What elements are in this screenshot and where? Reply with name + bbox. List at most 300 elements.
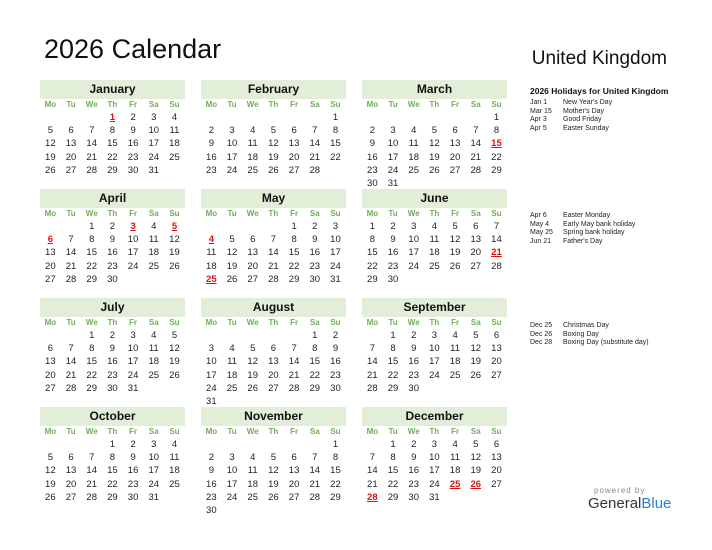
day-cell: 27 [268,382,279,394]
weekday-label: Su [330,427,341,436]
empty-cell [445,111,466,124]
empty-cell [201,220,222,233]
day-cell: 14 [86,138,97,150]
day-cell: 20 [491,465,502,477]
weekday-label: We [85,427,98,436]
holiday-row [530,116,612,125]
day-cell: 12 [268,465,279,477]
day-cell: 16 [330,356,341,368]
day-cell: 23 [408,478,419,490]
holiday-day-cell: 5 [171,221,178,232]
month-grid [362,99,507,190]
day-cell: 7 [312,125,318,137]
month-grid [201,317,346,408]
day-cell: 26 [470,369,482,381]
weekday-label: Mo [366,318,379,327]
day-cell: 19 [247,369,258,381]
empty-cell [263,329,284,342]
month-grid [40,426,185,504]
empty-cell [242,438,263,451]
weekday-label: We [85,318,98,327]
day-cell: 17 [226,478,238,490]
weekday-label: Th [107,318,118,327]
day-cell: 12 [226,247,238,259]
holiday-name: Easter Sunday [563,124,609,132]
day-cell: 21 [86,478,97,490]
day-cell: 5 [270,125,277,137]
day-cell: 28 [268,273,279,285]
day-cell: 4 [411,125,417,137]
weekday-label: Sa [470,100,481,109]
day-cell: 19 [449,247,461,259]
day-cell: 7 [270,234,277,246]
month-header: July [40,298,185,317]
day-cell: 9 [208,138,214,150]
day-cell: 29 [387,491,399,503]
day-cell: 18 [449,465,461,477]
day-cell: 12 [45,138,56,150]
day-cell: 20 [470,247,482,259]
holiday-date: May 25 [530,229,553,236]
day-cell: 2 [208,452,214,464]
weekday-label: Fr [451,100,460,109]
day-cell: 22 [107,151,118,163]
day-cell: 23 [127,478,139,490]
day-cell: 5 [473,439,479,450]
month-march [362,80,507,190]
day-cell: 18 [169,138,180,150]
weekday-label: Fr [451,427,460,436]
weekday-label: Mo [366,100,379,109]
day-cell: 24 [330,260,341,272]
day-cell: 30 [309,273,321,285]
day-cell: 18 [206,260,217,272]
empty-cell [222,220,243,233]
weekday-label: We [85,100,98,109]
weekday-label: Mo [366,209,379,218]
day-cell: 31 [429,491,440,503]
day-cell: 10 [148,452,160,464]
month-header: August [201,298,346,317]
day-cell: 19 [268,478,279,490]
month-header: December [362,407,507,426]
day-cell: 6 [250,234,256,246]
day-cell: 30 [408,491,419,503]
day-cell: 9 [332,343,339,355]
weekday-label: Su [169,100,180,109]
day-cell: 22 [330,478,341,490]
day-cell: 7 [369,452,375,464]
day-cell: 24 [429,369,440,381]
day-cell: 21 [65,260,77,272]
empty-cell [40,111,61,124]
day-cell: 2 [369,125,375,137]
day-cell: 8 [89,234,95,246]
day-cell: 9 [312,234,318,246]
day-cell: 15 [387,356,399,368]
day-cell: 31 [148,164,160,176]
empty-cell [40,220,61,233]
day-cell: 3 [130,330,136,341]
weekday-label: Tu [66,100,76,109]
day-cell: 8 [109,452,116,464]
empty-cell [222,329,243,342]
day-cell: 8 [89,343,95,355]
weekday-label: We [246,209,259,218]
holiday-list [530,99,612,133]
weekday-label: Sa [148,318,159,327]
day-cell: 26 [268,491,279,503]
day-cell: 7 [68,234,74,246]
weekday-label: Tu [388,209,398,218]
day-cell: 7 [68,343,74,355]
day-cell: 28 [491,260,502,272]
day-cell: 21 [268,260,279,272]
weekday-label: Th [429,209,440,218]
day-cell: 2 [332,330,339,341]
day-cell: 14 [288,356,300,368]
day-cell: 15 [367,247,378,259]
day-cell: 14 [470,138,482,150]
month-grid [40,208,185,286]
day-cell: 11 [227,356,237,368]
month-header: February [201,80,346,99]
day-cell: 23 [107,369,118,381]
day-cell: 20 [491,356,502,368]
weekday-label: Mo [44,209,57,218]
day-cell: 25 [429,260,440,272]
day-cell: 3 [151,112,157,123]
day-cell: 28 [86,491,97,503]
day-cell: 15 [309,356,321,368]
country-label: United Kingdom [531,48,667,69]
day-cell: 4 [452,439,458,450]
day-cell: 31 [206,395,217,407]
day-cell: 26 [45,164,56,176]
day-cell: 10 [127,234,139,246]
holiday-day-cell: 28 [367,491,378,503]
day-cell: 21 [288,369,300,381]
weekday-label: Su [330,318,341,327]
day-cell: 16 [206,151,217,163]
day-cell: 13 [45,356,56,368]
empty-cell [263,438,284,451]
day-cell: 14 [65,356,77,368]
day-cell: 19 [45,478,56,490]
day-cell: 23 [127,151,139,163]
day-cell: 28 [86,164,97,176]
day-cell: 14 [491,234,502,246]
day-cell: 27 [45,382,56,394]
day-cell: 17 [429,465,440,477]
empty-cell [242,220,263,233]
day-cell: 26 [449,260,461,272]
day-cell: 28 [309,164,321,176]
weekday-label: Tu [66,318,76,327]
month-grid [362,208,507,286]
weekday-label: Th [268,209,279,218]
day-cell: 1 [312,330,318,341]
weekday-label: Su [330,209,341,218]
day-cell: 26 [247,382,258,394]
day-cell: 24 [127,369,139,381]
day-cell: 6 [493,439,500,450]
holiday-date: Apr 6 [530,212,547,219]
day-cell: 11 [408,138,419,150]
month-grid [40,317,185,395]
day-cell: 18 [429,247,440,259]
day-cell: 21 [65,369,77,381]
day-cell: 3 [431,330,438,341]
holiday-day-cell: 25 [206,273,217,285]
day-cell: 18 [169,465,180,477]
day-cell: 17 [148,465,160,477]
day-cell: 30 [387,273,399,285]
day-cell: 2 [109,330,116,341]
month-header: September [362,298,507,317]
holiday-list [530,212,635,246]
weekday-label: We [407,427,420,436]
day-cell: 9 [411,343,417,355]
holiday-row [530,212,635,221]
day-cell: 3 [332,221,339,232]
weekday-label: Fr [290,209,299,218]
weekday-label: Fr [129,318,138,327]
month-april [40,189,185,286]
day-cell: 14 [367,465,378,477]
day-cell: 8 [369,234,375,246]
weekday-label: Mo [205,209,218,218]
weekday-label: Th [107,427,118,436]
day-cell: 27 [491,478,502,490]
day-cell: 27 [470,260,482,272]
day-cell: 29 [86,273,97,285]
day-cell: 26 [268,164,279,176]
day-cell: 29 [387,382,399,394]
day-cell: 8 [332,452,339,464]
day-cell: 5 [47,452,53,464]
empty-cell [465,111,486,124]
day-cell: 1 [332,439,339,450]
day-cell: 9 [130,125,136,137]
day-cell: 30 [206,504,217,516]
day-cell: 26 [169,260,180,272]
weekday-label: Th [429,427,440,436]
day-cell: 16 [107,356,118,368]
month-header: January [40,80,185,99]
month-may [201,189,346,286]
day-cell: 12 [429,138,440,150]
day-cell: 7 [473,125,479,137]
weekday-label: We [246,318,259,327]
weekday-label: Su [491,100,502,109]
day-cell: 9 [109,234,116,246]
holiday-date: Apr 3 [530,116,547,123]
day-cell: 9 [208,465,214,477]
empty-cell [81,438,102,451]
day-cell: 15 [107,465,118,477]
empty-cell [304,438,325,451]
holiday-name: Christmas Day [563,322,609,329]
day-cell: 19 [169,247,180,259]
month-grid [201,426,346,517]
day-cell: 30 [408,382,419,394]
day-cell: 13 [45,247,56,259]
weekday-label: Fr [129,427,138,436]
day-cell: 12 [45,465,56,477]
day-cell: 11 [450,452,461,464]
holiday-day-cell: 6 [47,234,53,246]
day-cell: 29 [330,491,341,503]
day-cell: 7 [312,452,318,464]
day-cell: 22 [288,260,300,272]
weekday-label: Th [429,100,440,109]
day-cell: 16 [309,247,321,259]
empty-cell [242,111,263,124]
day-cell: 17 [387,151,399,163]
day-cell: 14 [268,247,279,259]
weekday-label: Mo [366,427,379,436]
day-cell: 11 [148,234,159,246]
day-cell: 10 [226,465,238,477]
holiday-name: Father's Day [563,237,603,245]
weekday-label: Th [107,100,118,109]
day-cell: 6 [68,452,74,464]
day-cell: 20 [288,151,300,163]
day-cell: 27 [491,369,502,381]
empty-cell [383,111,404,124]
day-cell: 30 [330,382,341,394]
weekday-label: Mo [44,100,57,109]
day-cell: 18 [408,151,419,163]
day-cell: 22 [367,260,378,272]
day-cell: 16 [107,247,118,259]
weekday-label: Su [491,209,502,218]
day-cell: 22 [309,369,321,381]
day-cell: 5 [452,221,458,232]
holiday-row [530,108,612,117]
day-cell: 28 [309,491,321,503]
day-cell: 26 [45,491,56,503]
weekday-label: Tu [388,100,398,109]
day-cell: 13 [65,465,77,477]
day-cell: 1 [332,112,339,123]
empty-cell [61,329,82,342]
day-cell: 21 [309,478,321,490]
day-cell: 10 [387,138,399,150]
day-cell: 5 [47,125,53,137]
day-cell: 18 [449,356,461,368]
day-cell: 20 [288,478,300,490]
day-cell: 8 [109,125,116,137]
day-cell: 17 [127,247,139,259]
day-cell: 22 [330,151,341,163]
month-june [362,189,507,286]
day-cell: 1 [291,221,297,232]
weekday-label: Su [491,427,502,436]
day-cell: 21 [309,151,321,163]
day-cell: 11 [169,125,180,137]
day-cell: 13 [449,138,461,150]
empty-cell [304,111,325,124]
day-cell: 4 [171,112,178,123]
day-cell: 10 [429,343,440,355]
holiday-row [530,339,649,348]
holiday-date: Apr 5 [530,124,547,132]
day-cell: 16 [408,356,419,368]
day-cell: 19 [268,151,279,163]
weekday-label: Th [429,318,440,327]
day-cell: 22 [86,369,97,381]
holiday-row [530,229,635,238]
day-cell: 14 [65,247,77,259]
day-cell: 22 [491,151,502,163]
day-cell: 25 [148,260,160,272]
holiday-row [530,238,635,247]
empty-cell [403,111,424,124]
day-cell: 17 [408,247,419,259]
day-cell: 14 [367,356,378,368]
day-cell: 11 [450,343,461,355]
holiday-row [530,322,649,331]
empty-cell [424,111,445,124]
brand-name: GeneralBlue [588,495,672,512]
holiday-name: Good Friday [563,116,602,123]
day-cell: 25 [148,369,160,381]
day-cell: 15 [288,247,300,259]
day-cell: 27 [288,164,300,176]
day-cell: 9 [109,343,116,355]
day-cell: 25 [169,151,180,163]
weekday-label: We [407,100,420,109]
weekday-label: Fr [129,100,138,109]
day-cell: 6 [270,343,277,355]
weekday-label: Tu [66,209,76,218]
weekday-label: Th [268,318,279,327]
month-header: May [201,189,346,208]
day-cell: 17 [206,369,217,381]
month-january [40,80,185,177]
holiday-date: Dec 28 [530,339,553,346]
day-cell: 30 [107,382,118,394]
day-cell: 25 [169,478,180,490]
day-cell: 29 [107,491,118,503]
day-cell: 24 [429,478,440,490]
day-cell: 28 [367,382,378,394]
weekday-label: Sa [309,209,320,218]
empty-cell [201,438,222,451]
day-cell: 4 [151,221,157,232]
day-cell: 17 [330,247,341,259]
day-cell: 10 [148,125,160,137]
day-cell: 13 [491,452,502,464]
weekday-label: Mo [44,318,57,327]
day-cell: 26 [226,273,238,285]
day-cell: 16 [127,138,139,150]
day-cell: 31 [127,382,139,394]
month-grid [40,99,185,177]
day-cell: 21 [367,369,378,381]
holiday-name: Easter Monday [563,212,611,219]
day-cell: 15 [86,247,97,259]
day-cell: 4 [250,125,256,137]
day-cell: 13 [247,247,258,259]
day-cell: 4 [171,439,178,450]
day-cell: 18 [247,151,258,163]
day-cell: 12 [470,452,482,464]
day-cell: 26 [429,164,440,176]
day-cell: 5 [431,125,438,137]
